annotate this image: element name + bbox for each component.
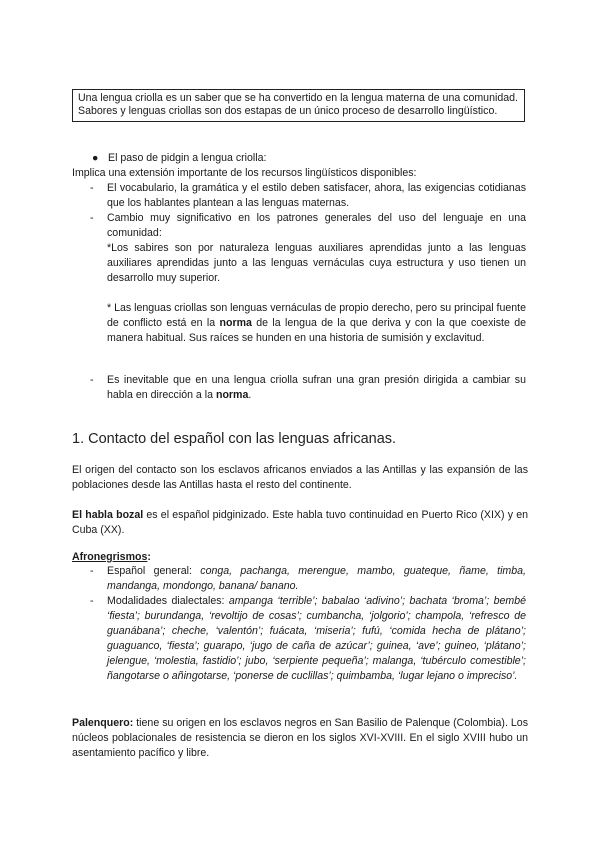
list-item-dialectal (90, 594, 526, 684)
definition-box (72, 89, 525, 122)
quote-criollas-b: de la lengua de la que deriva y con la que coexiste de manera habitual. Sus raíces se hunden en una historia de sumisión y exclavitud. (107, 317, 527, 344)
origin-paragraph: El origen del contacto son los esclavos africanos enviados a las Antillas y las expansión de las poblaciones desde las Antillas hasta el resto del continente. (72, 464, 528, 491)
bozal-paragraph (72, 508, 528, 538)
afronegrismos-title: Afronegrismos (72, 551, 148, 563)
list-item-text: El vocabulario, la gramática y el estilo deben satisfacer, ahora, las exigencias cotidianas que los hablantes plantean a las lenguas maternas. (107, 182, 526, 209)
afronegrismos-colon: : (147, 551, 151, 563)
quote-sabires: *Los sabires son por naturaleza lenguas auxiliares aprendidas junto a las lenguas auxiliares aprendidas junto a las lenguas vernáculas cuya estructura y uso tienen un desarrollo muy superior. (107, 242, 526, 284)
quote-criollas-norma: norma (219, 317, 252, 329)
list-item-text (107, 564, 526, 594)
list-item-general-spanish (90, 564, 526, 594)
dash-marker: - (90, 595, 94, 607)
list-item-pressure (90, 373, 526, 403)
intro-line: Implica una extensión importante de los recursos lingüísticos disponibles: (72, 167, 417, 179)
dash-marker: - (90, 374, 94, 386)
dash-marker: - (90, 565, 94, 577)
bozal-text: es el español pidginizado. Este habla tuvo continuidad en Puerto Rico (XIX) y en Cuba (XX). (72, 509, 528, 536)
afronegrismos-heading (72, 550, 151, 565)
bullet-dot: ● (92, 152, 99, 164)
list-item-text (107, 594, 526, 684)
bozal-term: El habla bozal (72, 509, 144, 521)
general-label: Español general: (107, 565, 201, 577)
palenquero-paragraph (72, 716, 528, 761)
quote-criollas-a: * Las lenguas criollas son lenguas vernáculas de propio derecho, pero su principal fuente de conflicto está en la (107, 302, 526, 329)
pressure-text-a: Es inevitable que en una lengua criolla sufran una gran presión dirigida a cambiar su habla en dirección a la (107, 374, 526, 401)
list-item-usage-change (90, 211, 526, 346)
palenquero-text: tiene su origen en los esclavos negros en San Basilio de Palenque (Colombia). Los núcleos poblacionales de resistencia se dieron en los siglos XVI-XVIII. En el siglo XVIII hubo un asentamiento pacífico y libre. (72, 717, 528, 759)
pressure-text-b: . (248, 389, 252, 401)
bullet-text: El paso de pidgin a lengua criolla: (108, 152, 267, 164)
definition-text: Una lengua criolla es un saber que se ha convertido en la lengua materna de una comunidad. Sabores y lenguas criollas son dos estapas de un único proceso de desarrollo lingüístico. (78, 92, 518, 117)
palenquero-term: Palenquero: (72, 717, 134, 729)
dash-marker: - (90, 182, 94, 194)
dialect-label: Modalidades dialectales: (107, 595, 229, 607)
list-item-vocabulary (90, 181, 526, 211)
pressure-norma: norma (215, 389, 249, 401)
list-item-text (107, 373, 526, 403)
section-heading: 1. Contacto del español con las lenguas africanas. (72, 431, 397, 447)
general-words: conga, pachanga, merengue, mambo, guateque, ñame, timba, mandanga, mondongo, banana/ banano. (107, 565, 526, 592)
dash-marker: - (90, 212, 94, 224)
dialect-words: ampanga ‘terrible’; babalao ‘adivino’; bachata ‘broma’; bembé ‘fiesta’; burundanga, ‘revoltijo de cosas’; cumbancha, ‘jolgorio’; champola, ‘refresco de guanábana’; cheche, ‘valentón’; fuácata, ‘miseria’; fufú, ‘comida hecha de plátano’; guaguanco, ‘fiesta’; guarapo, ‘jugo de caña de azúcar’; guinea, ‘ave’; guineo, ‘plátano’; jelengue, ‘molestia, fastidio’; jubo, ‘serpiente pequeña’; malanga, ‘tubérculo comestible’; ñangotarse o añingotarse, ‘ponerse de cuclillas’; quimbamba, ‘lugar lejano o impreciso’. (107, 595, 526, 682)
quote-criollas (107, 301, 526, 346)
list-item-text: Cambio muy significativo en los patrones generales del uso del lenguaje en una comunidad: (107, 212, 526, 239)
